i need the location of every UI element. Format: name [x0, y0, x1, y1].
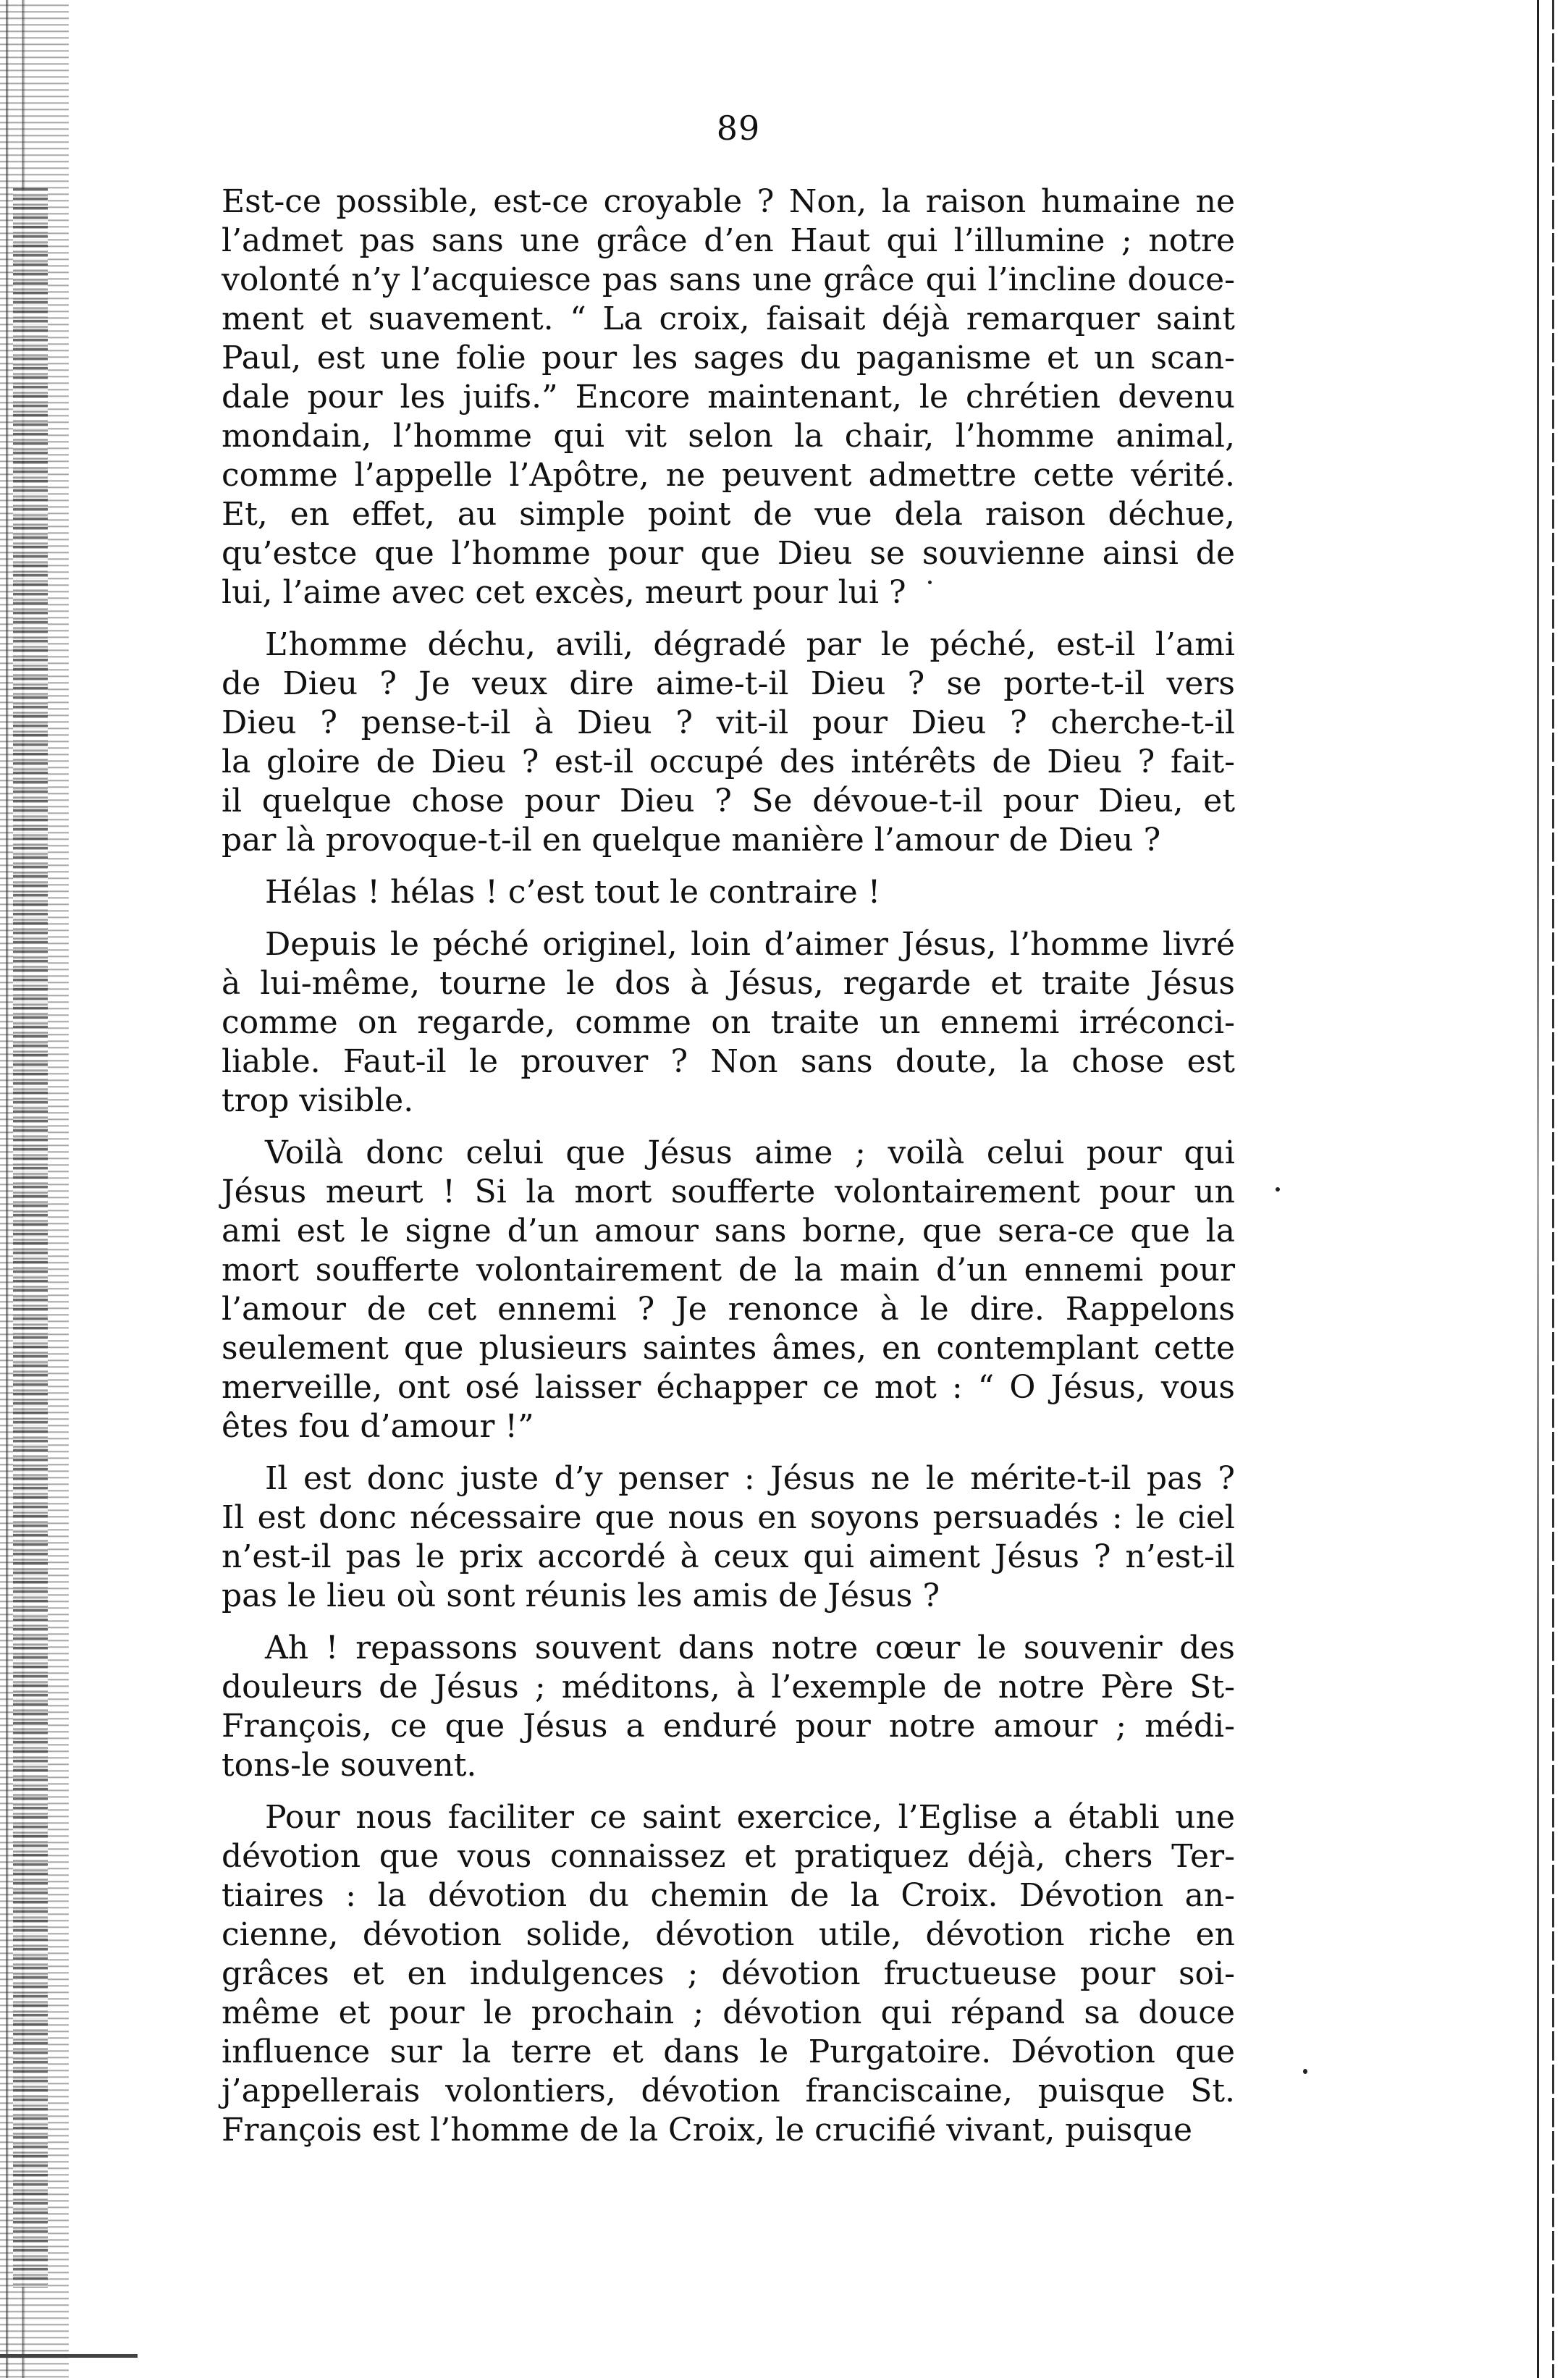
text-line: douleurs de Jésus ; méditons, à l’exemple de notre Père St-	[222, 1669, 1235, 1706]
text-line: qu’estce que l’homme pour que Dieu se souvienne ainsi de	[222, 535, 1235, 572]
text-line: tiaires : la dévotion du chemin de la Croix. Dévotion an-	[222, 1877, 1235, 1914]
right-edge-rule-inner	[1537, 0, 1539, 2378]
ink-speck	[1303, 2069, 1307, 2074]
text-line: Jésus meurt ! Si la mort soufferte volontairement pour un	[222, 1173, 1235, 1210]
text-line: par là provoque-t-il en quelque manière l’amour de Dieu ?	[222, 822, 1161, 859]
text-line: ami est le signe d’un amour sans borne, que sera-ce que la	[222, 1213, 1235, 1249]
paragraph-p6	[178, 1459, 1235, 1616]
body-text	[178, 182, 1235, 2163]
text-line: Dieu ? pense-t-il à Dieu ? vit-il pour Dieu ? cherche-t-il	[222, 704, 1235, 741]
text-line: François, ce que Jésus a enduré pour notre amour ; médi-	[222, 1708, 1235, 1745]
text-line: comme l’appelle l’Apôtre, ne peuvent admettre cette vérité.	[222, 457, 1235, 494]
text-line: cienne, dévotion solide, dévotion utile, dévotion riche en	[222, 1916, 1235, 1953]
text-line: Depuis le péché originel, loin d’aimer Jésus, l’homme livré	[265, 926, 1235, 963]
text-line: de Dieu ? Je veux dire aime-t-il Dieu ? se porte-t-il vers	[222, 665, 1235, 702]
ink-speck	[1276, 1187, 1280, 1192]
text-line: Paul, est une folie pour les sages du paganisme et un scan-	[222, 340, 1235, 376]
text-line: dévotion que vous connaissez et pratiquez déjà, chers Ter-	[222, 1838, 1235, 1875]
text-line: liable. Faut-il le prouver ? Non sans doute, la chose est	[222, 1043, 1235, 1080]
text-line: Ah ! repassons souvent dans notre cœur le souvenir des	[265, 1629, 1235, 1666]
text-line: Pour nous faciliter ce saint exercice, l’Eglise a établi une	[265, 1799, 1235, 1836]
text-line: L’homme déchu, avili, dégradé par le péché, est-il l’ami	[265, 626, 1235, 663]
text-line: à lui-même, tourne le dos à Jésus, regarde et traite Jésus	[222, 965, 1235, 1002]
text-line: Il est donc nécessaire que nous en soyons persuadés : le ciel	[222, 1499, 1235, 1536]
text-line: même et pour le prochain ; dévotion qui répand sa douce	[222, 1994, 1235, 2031]
right-edge-rule-outer	[1552, 0, 1554, 2378]
text-line: merveille, ont osé laisser échapper ce mot : “ O Jésus, vous	[222, 1369, 1235, 1406]
text-line: François est l’homme de la Croix, le crucifié vivant, puisque	[222, 2112, 1192, 2149]
text-line: mondain, l’homme qui vit selon la chair, l’homme animal,	[222, 418, 1235, 455]
text-line: l’amour de cet ennemi ? Je renonce à le dire. Rappelons	[222, 1291, 1235, 1328]
text-line: ment et suavement. “ La croix, faisait déjà remarquer saint	[222, 300, 1235, 337]
text-line: l’admet pas sans une grâce d’en Haut qui l’illumine ; notre	[222, 222, 1235, 259]
text-line: la gloire de Dieu ? est-il occupé des intérêts de Dieu ? fait-	[222, 743, 1235, 780]
left-binding-edge	[0, 0, 69, 2378]
paragraph-p2	[178, 625, 1235, 860]
paragraph-p5	[178, 1134, 1235, 1446]
ink-speck	[928, 581, 932, 584]
text-line: il quelque chose pour Dieu ? Se dévoue-t-il pour Dieu, et	[222, 783, 1235, 819]
text-line: trop visible.	[222, 1082, 414, 1119]
text-line: Voilà donc celui que Jésus aime ; voilà celui pour qui	[265, 1134, 1235, 1171]
paragraph-p1	[178, 182, 1235, 612]
text-line: êtes fou d’amour !”	[222, 1408, 534, 1445]
page-number: 89	[716, 109, 761, 148]
text-line: j’appellerais volontiers, dévotion franciscaine, puisque St.	[222, 2073, 1235, 2109]
text-line: influence sur la terre et dans le Purgatoire. Dévotion que	[222, 2033, 1235, 2070]
text-line: Est-ce possible, est-ce croyable ? Non, la raison humaine ne	[222, 183, 1235, 220]
text-line: tons-le souvent.	[222, 1747, 477, 1784]
text-line: comme on regarde, comme on traite un ennemi irréconci-	[222, 1004, 1235, 1041]
paragraph-p7	[178, 1629, 1235, 1785]
text-line: dale pour les juifs.” Encore maintenant, le chrétien devenu	[222, 379, 1235, 416]
text-line: Hélas ! hélas ! c’est tout le contraire !	[265, 874, 881, 911]
binding-fringe	[13, 188, 48, 2288]
binding-base-line	[0, 2354, 138, 2358]
paragraph-p3	[178, 873, 1235, 912]
paragraph-p4	[178, 925, 1235, 1121]
text-line: n’est-il pas le prix accordé à ceux qui aiment Jésus ? n’est-il	[222, 1538, 1235, 1575]
text-line: seulement que plusieurs saintes âmes, en contemplant cette	[222, 1330, 1235, 1367]
text-line: pas le lieu où sont réunis les amis de Jésus ?	[222, 1577, 940, 1614]
paragraph-p8	[178, 1798, 1235, 2150]
text-line: mort soufferte volontairement de la main d’un ennemi pour	[222, 1252, 1235, 1289]
right-page-edge	[1517, 0, 1568, 2378]
text-line: Et, en effet, au simple point de vue dela raison déchue,	[222, 496, 1235, 533]
text-line: lui, l’aime avec cet excès, meurt pour lui ?	[222, 574, 906, 611]
text-line: Il est donc juste d’y penser : Jésus ne le mérite-t-il pas ?	[265, 1460, 1235, 1497]
text-line: grâces et en indulgences ; dévotion fructueuse pour soi-	[222, 1955, 1235, 1992]
text-line: volonté n’y l’acquiesce pas sans une grâce qui l’incline douce-	[222, 261, 1235, 298]
